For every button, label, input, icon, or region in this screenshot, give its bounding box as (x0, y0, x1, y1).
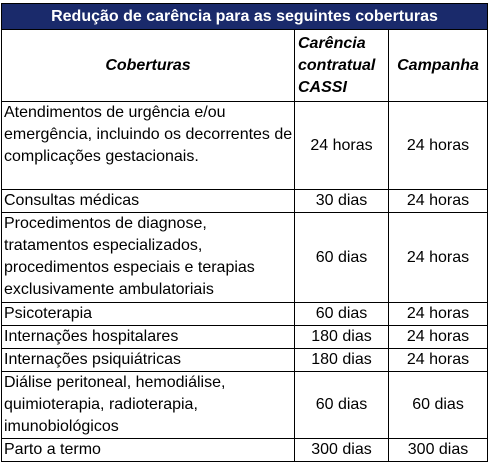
cell-campanha: 24 horas (389, 349, 488, 372)
table-row (2, 439, 488, 462)
cell-campanha: 60 dias (389, 372, 488, 439)
cell-campanha: 24 horas (389, 190, 488, 213)
cell-campanha: 24 horas (389, 102, 488, 190)
cell-carencia: 60 dias (295, 303, 389, 326)
cell-cobertura: Parto a termo (2, 439, 295, 462)
header-row (2, 30, 488, 102)
cell-cobertura: Procedimentos de diagnose, tratamentos especializados, procedimentos especiais e terapias exclusivamente ambulatoriais (2, 213, 295, 303)
title-row (2, 4, 488, 30)
header-coberturas: Coberturas (2, 30, 295, 102)
cell-carencia: 30 dias (295, 190, 389, 213)
cell-cobertura: Consultas médicas (2, 190, 295, 213)
cell-cobertura: Diálise peritoneal, hemodiálise, quimioterapia, radioterapia, imunobiológicos (2, 372, 295, 439)
coverage-table (1, 3, 488, 462)
cell-campanha: 24 horas (389, 213, 488, 303)
cell-carencia: 24 horas (295, 102, 389, 190)
cell-carencia: 60 dias (295, 372, 389, 439)
cell-carencia: 300 dias (295, 439, 389, 462)
table-row (2, 326, 488, 349)
table-row (2, 372, 488, 439)
cell-carencia: 180 dias (295, 326, 389, 349)
cell-carencia: 60 dias (295, 213, 389, 303)
table-row (2, 303, 488, 326)
cell-cobertura: Atendimentos de urgência e/ou emergência, incluindo os decorrentes de complicações gestacionais. (2, 102, 295, 190)
table-title: Redução de carência para as seguintes coberturas (2, 4, 488, 30)
table-row (2, 213, 488, 303)
cell-cobertura: Internações hospitalares (2, 326, 295, 349)
table-row (2, 349, 488, 372)
cell-cobertura: Psicoterapia (2, 303, 295, 326)
header-carencia: Carência contratual CASSI (295, 30, 389, 102)
cell-campanha: 24 horas (389, 326, 488, 349)
table-row (2, 102, 488, 190)
cell-carencia: 180 dias (295, 349, 389, 372)
cell-campanha: 24 horas (389, 303, 488, 326)
cell-cobertura: Internações psiquiátricas (2, 349, 295, 372)
cell-campanha: 300 dias (389, 439, 488, 462)
header-campanha: Campanha (389, 30, 488, 102)
table-row (2, 190, 488, 213)
